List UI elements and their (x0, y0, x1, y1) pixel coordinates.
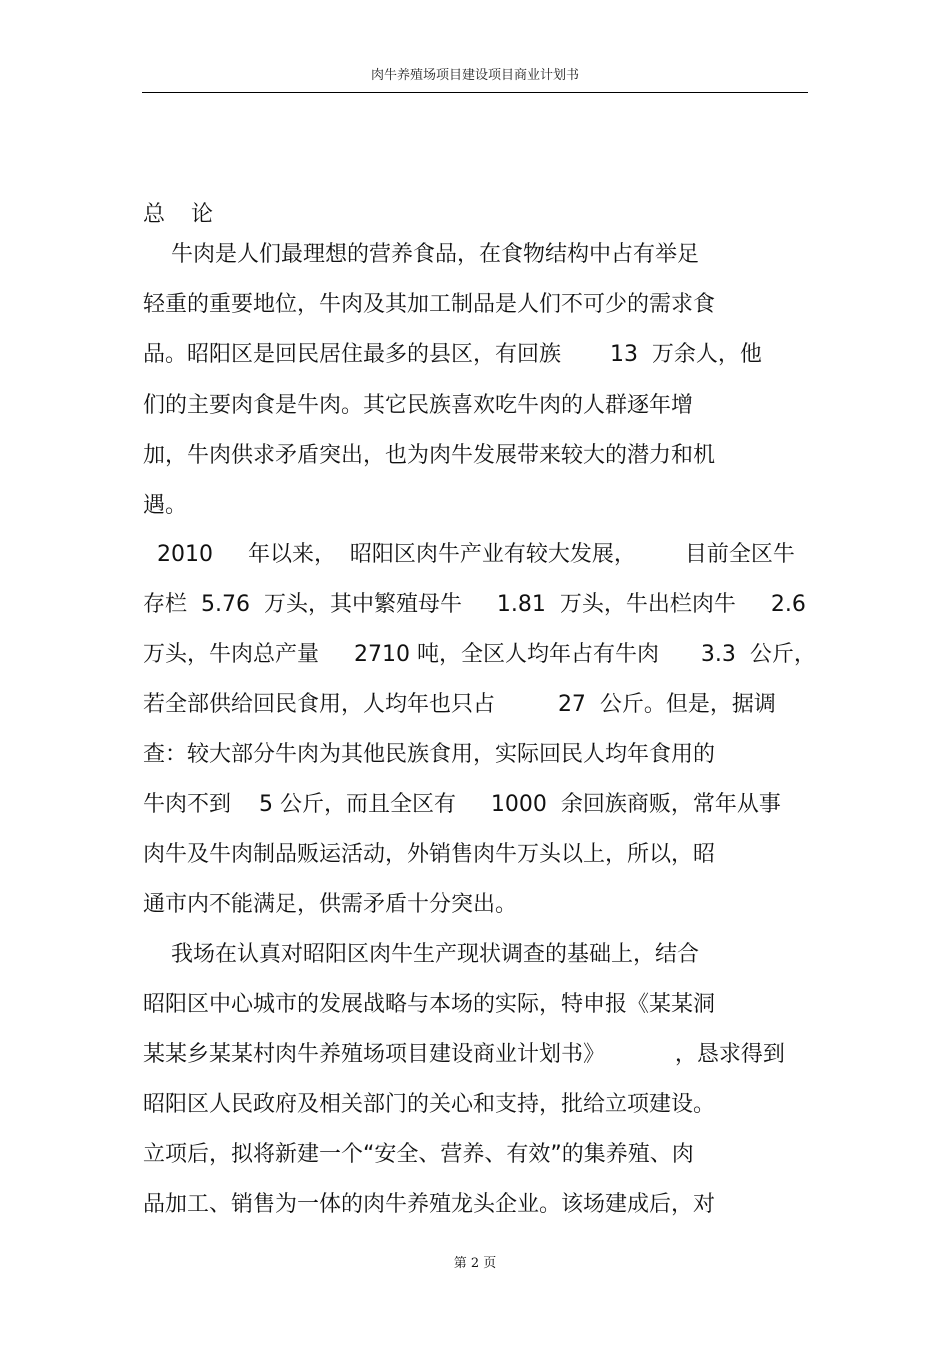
body-line: 立项后，拟将新建一个“安全、营养、有效”的集养殖、肉 (143, 1142, 694, 1167)
body-line: 2010 年以来， 昭阳区肉牛产业有较大发展， 目前全区牛 (143, 542, 795, 567)
body-line: 通市内不能满足，供需矛盾十分突出。 (143, 892, 518, 917)
body-line: 若全部供给回民食用，人均年也只占 27 公斤。但是，据调 (143, 692, 776, 717)
body-line: 万头，牛肉总产量 2710 吨，全区人均年占有牛肉 3.3 公斤， (143, 642, 816, 667)
body-line: 查：较大部分牛肉为其他民族食用，实际回民人均年食用的 (143, 742, 716, 767)
body-line: 轻重的重要地位，牛肉及其加工制品是人们不可少的需求食 (143, 292, 716, 317)
body-line: 品加工、销售为一体的肉牛养殖龙头企业。该场建成后，对 (143, 1192, 716, 1217)
body-line: 遇。 (143, 493, 188, 518)
body-line: 品。昭阳区是回民居住最多的县区，有回族 13 万余人，他 (143, 342, 762, 367)
body-line: 肉牛及牛肉制品贩运活动，外销售肉牛万头以上，所以，昭 (143, 842, 716, 867)
header-divider (142, 92, 808, 93)
body-line: 某某乡某某村肉牛养殖场项目建设商业计划书》 ，恳求得到 (143, 1042, 785, 1067)
body-line: 昭阳区中心城市的发展战略与本场的实际，特申报《某某洞 (143, 992, 716, 1017)
section-heading: 总论 (143, 202, 240, 227)
running-header-title: 肉牛养殖场项目建设项目商业计划书 (370, 68, 579, 83)
body-line: 我场在认真对昭阳区肉牛生产现状调查的基础上，结合 (143, 942, 699, 967)
body-line: 存栏 5.76 万头，其中繁殖母牛 1.81 万头，牛出栏肉牛 2.6 (143, 592, 806, 617)
body-line: 牛肉是人们最理想的营养食品，在食物结构中占有举足 (143, 242, 699, 267)
body-line: 加，牛肉供求矛盾突出，也为肉牛发展带来较大的潜力和机 (143, 443, 716, 468)
body-line: 们的主要肉食是牛肉。其它民族喜欢吃牛肉的人群逐年增 (143, 393, 694, 418)
body-line: 昭阳区人民政府及相关部门的关心和支持，批给立项建设。 (143, 1092, 716, 1117)
body-line: 牛肉不到 5 公斤，而且全区有 1000 余回族商贩，常年从事 (143, 792, 781, 817)
page-number: 第 2 页 (453, 1256, 497, 1271)
